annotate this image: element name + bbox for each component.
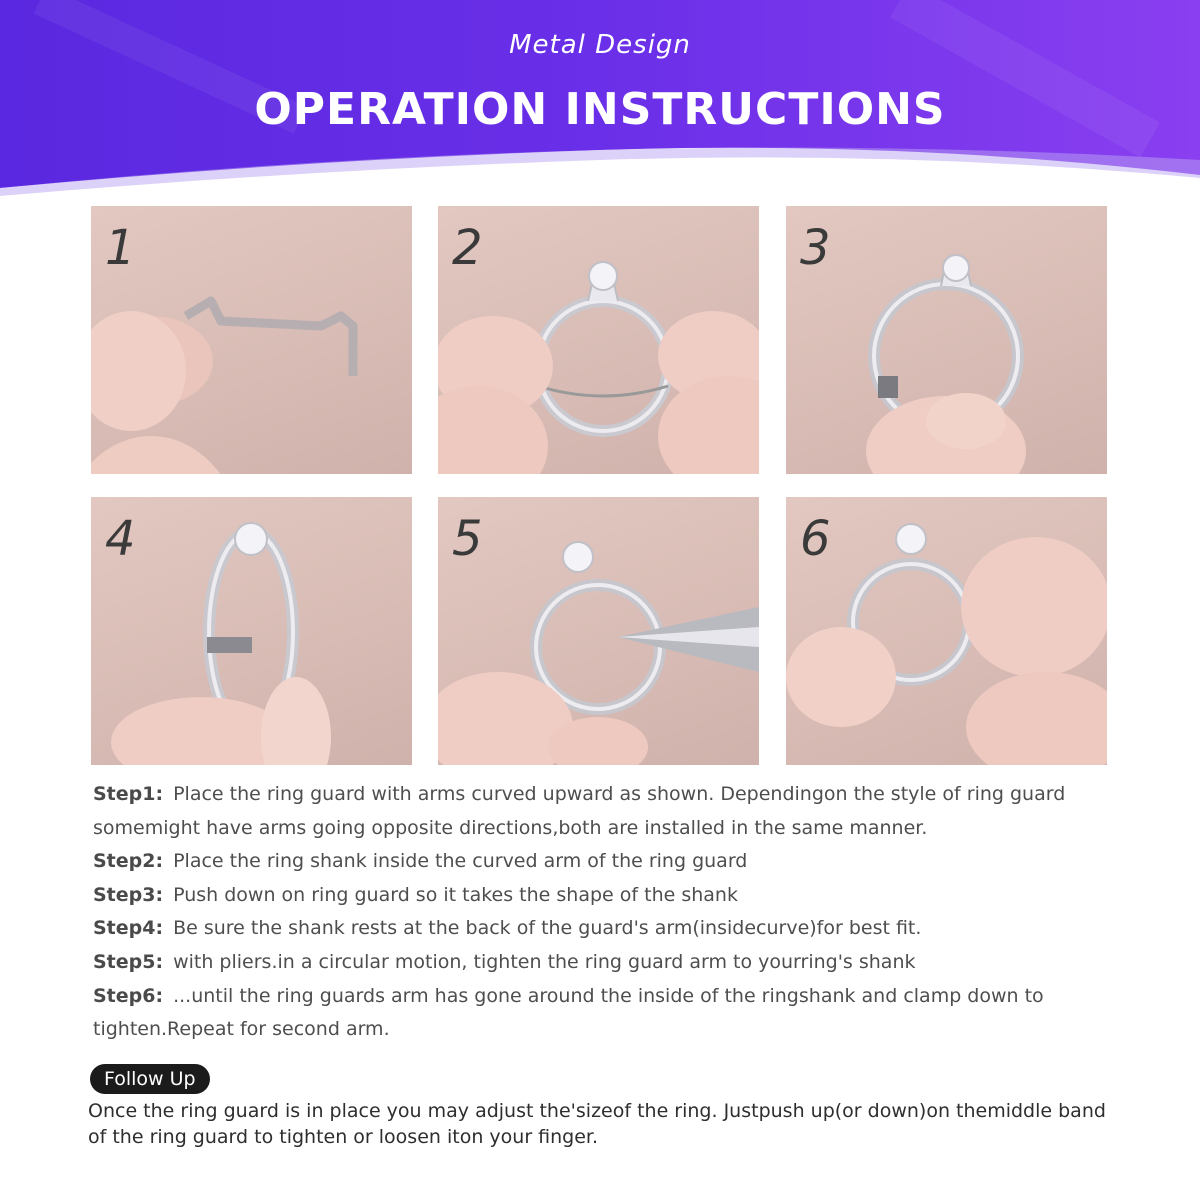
steps-list (93, 778, 1123, 1047)
step-number: 3 (800, 220, 831, 276)
step-photo-3 (786, 206, 1107, 474)
step-photo-6 (786, 497, 1107, 765)
step-5 (93, 946, 1123, 980)
header-banner (0, 0, 1200, 200)
ring-illustration (786, 497, 1107, 765)
step-3 (93, 879, 1123, 913)
page-title: OPERATION INSTRUCTIONS (254, 84, 946, 135)
step-1 (93, 778, 1123, 845)
step-photo-2 (438, 206, 759, 474)
step-text: Place the ring shank inside the curved arm of the ring guard (173, 850, 748, 873)
step-6 (93, 980, 1123, 1047)
step-label: Step6: (93, 984, 164, 1007)
step-label: Step1: (93, 783, 164, 805)
step-photo-1 (91, 206, 412, 474)
step-text: Be sure the shank rests at the back of the guard's arm(insidecurve)for best fit. (173, 917, 922, 940)
step-number: 6 (800, 511, 831, 567)
ring-guard-illustration (91, 206, 412, 474)
step-label: Step5: (93, 950, 164, 973)
step-label: Step4: (93, 917, 164, 940)
step-text: Push down on ring guard so it takes the shape of the shank (173, 883, 738, 906)
step-number: 2 (452, 220, 483, 276)
step-text: ...until the ring guards arm has gone around the inside of the ringshank and clamp down to tighten.Repeat for second arm. (93, 984, 1044, 1041)
follow-up-text: Once the ring guard is in place you may adjust the'sizeof the ring. Justpush up(or down)on themiddle band of the ring guard to tighten or loosen iton your finger. (88, 1100, 1106, 1148)
step-number: 1 (105, 220, 136, 276)
step-text: Place the ring guard with arms curved upward as shown. Dependingon the style of ring guard somemight have arms going opposite directions,both are installed in the same manner. (93, 783, 1066, 839)
step-4 (93, 912, 1123, 946)
ring-illustration (438, 206, 759, 474)
ring-illustration (91, 497, 412, 765)
step-2 (93, 845, 1123, 879)
pliers-illustration (438, 497, 759, 765)
step-number: 5 (452, 511, 483, 567)
step-number: 4 (105, 511, 136, 567)
follow-up-badge: Follow Up (90, 1064, 210, 1094)
step-text: with pliers.in a circular motion, tighten the ring guard arm to yourring's shank (173, 950, 916, 973)
ring-illustration (786, 206, 1107, 474)
step-photo-5 (438, 497, 759, 765)
brand-name: Metal Design (509, 30, 691, 60)
step-label: Step2: (93, 850, 164, 873)
step-label: Step3: (93, 883, 164, 906)
step-photo-4 (91, 497, 412, 765)
